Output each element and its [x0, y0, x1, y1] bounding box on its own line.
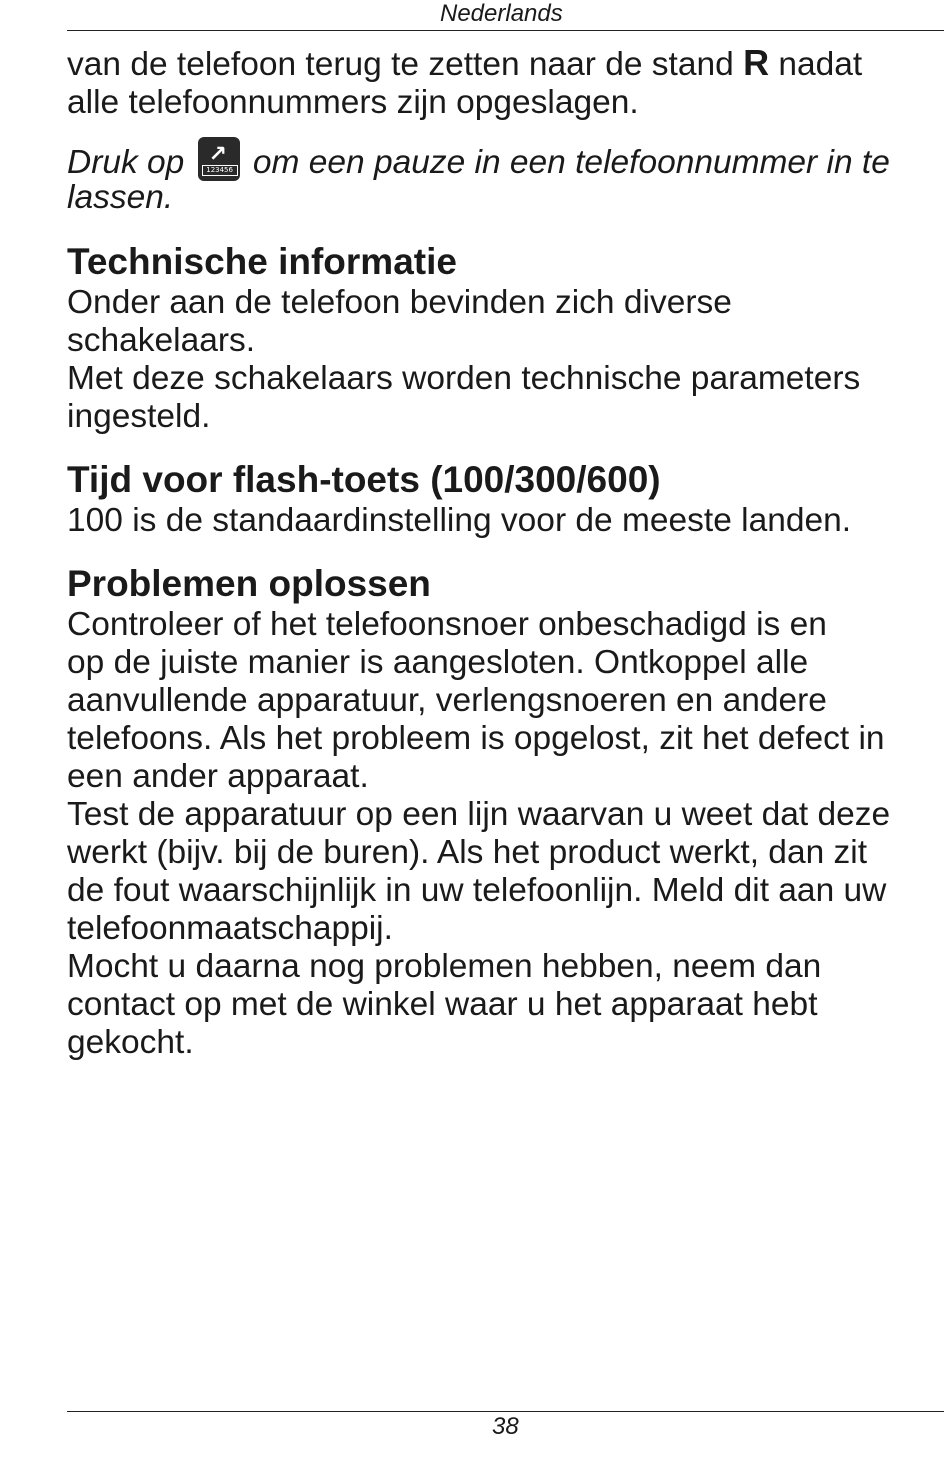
technical-line: ingesteld. — [67, 398, 211, 435]
r-symbol: R — [743, 42, 770, 83]
section-title-troubleshooting: Problemen oplossen — [67, 563, 431, 604]
pause-note — [67, 137, 937, 214]
section-body-troubleshooting — [67, 606, 937, 1062]
page-content — [67, 44, 937, 1062]
arrow-icon: ↗ — [208, 141, 228, 166]
troubleshooting-line: een ander apparaat. — [67, 758, 369, 795]
pause-key-icon — [198, 137, 240, 181]
header-divider — [67, 30, 944, 31]
intro-line1-after: nadat — [769, 46, 863, 83]
troubleshooting-line: werkt (bijv. bij de buren). Als het product werkt, dan zit — [67, 834, 868, 871]
troubleshooting-line: Mocht u daarna nog problemen hebben, neem dan — [67, 948, 822, 985]
troubleshooting-line: op de juiste manier is aangesloten. Ontkoppel alle — [67, 644, 809, 681]
header-language: Nederlands — [440, 0, 563, 27]
troubleshooting-line: Controleer of het telefoonsnoer onbeschadigd is en — [67, 606, 827, 643]
troubleshooting-line: aanvullende apparatuur, verlengsnoeren en andere — [67, 682, 827, 719]
troubleshooting-line: telefoonmaatschappij. — [67, 910, 393, 947]
pause-note-after: om een pauze in een telefoonnummer in te — [243, 144, 890, 181]
intro-paragraph — [67, 44, 937, 122]
intro-line2: alle telefoonnummers zijn opgeslagen. — [67, 84, 639, 121]
intro-line1-before: van de telefoon terug te zetten naar de stand — [67, 46, 744, 83]
footer-divider — [67, 1411, 944, 1412]
pause-key-digits: 123456 — [202, 165, 238, 176]
section-body-flash — [67, 502, 937, 540]
page-number: 38 — [492, 1413, 519, 1440]
section-title-technical: Technische informatie — [67, 241, 457, 282]
section-title-flash: Tijd voor flash-toets (100/300/600) — [67, 459, 661, 500]
troubleshooting-line: contact op met de winkel waar u het apparaat hebt — [67, 986, 818, 1023]
flash-line: 100 is de standaardinstelling voor de meeste landen. — [67, 502, 852, 539]
technical-line: Onder aan de telefoon bevinden zich diverse — [67, 284, 732, 321]
troubleshooting-line: Test de apparatuur op een lijn waarvan u weet dat deze — [67, 796, 891, 833]
pause-note-line2: lassen. — [67, 179, 174, 216]
troubleshooting-line: de fout waarschijnlijk in uw telefoonlijn. Meld dit aan uw — [67, 872, 887, 909]
technical-line: Met deze schakelaars worden technische parameters — [67, 360, 861, 397]
troubleshooting-line: gekocht. — [67, 1024, 194, 1061]
pause-note-before: Druk op — [67, 144, 194, 181]
technical-line: schakelaars. — [67, 322, 256, 359]
troubleshooting-line: telefoons. Als het probleem is opgelost, zit het defect in — [67, 720, 885, 757]
section-body-technical — [67, 284, 937, 436]
